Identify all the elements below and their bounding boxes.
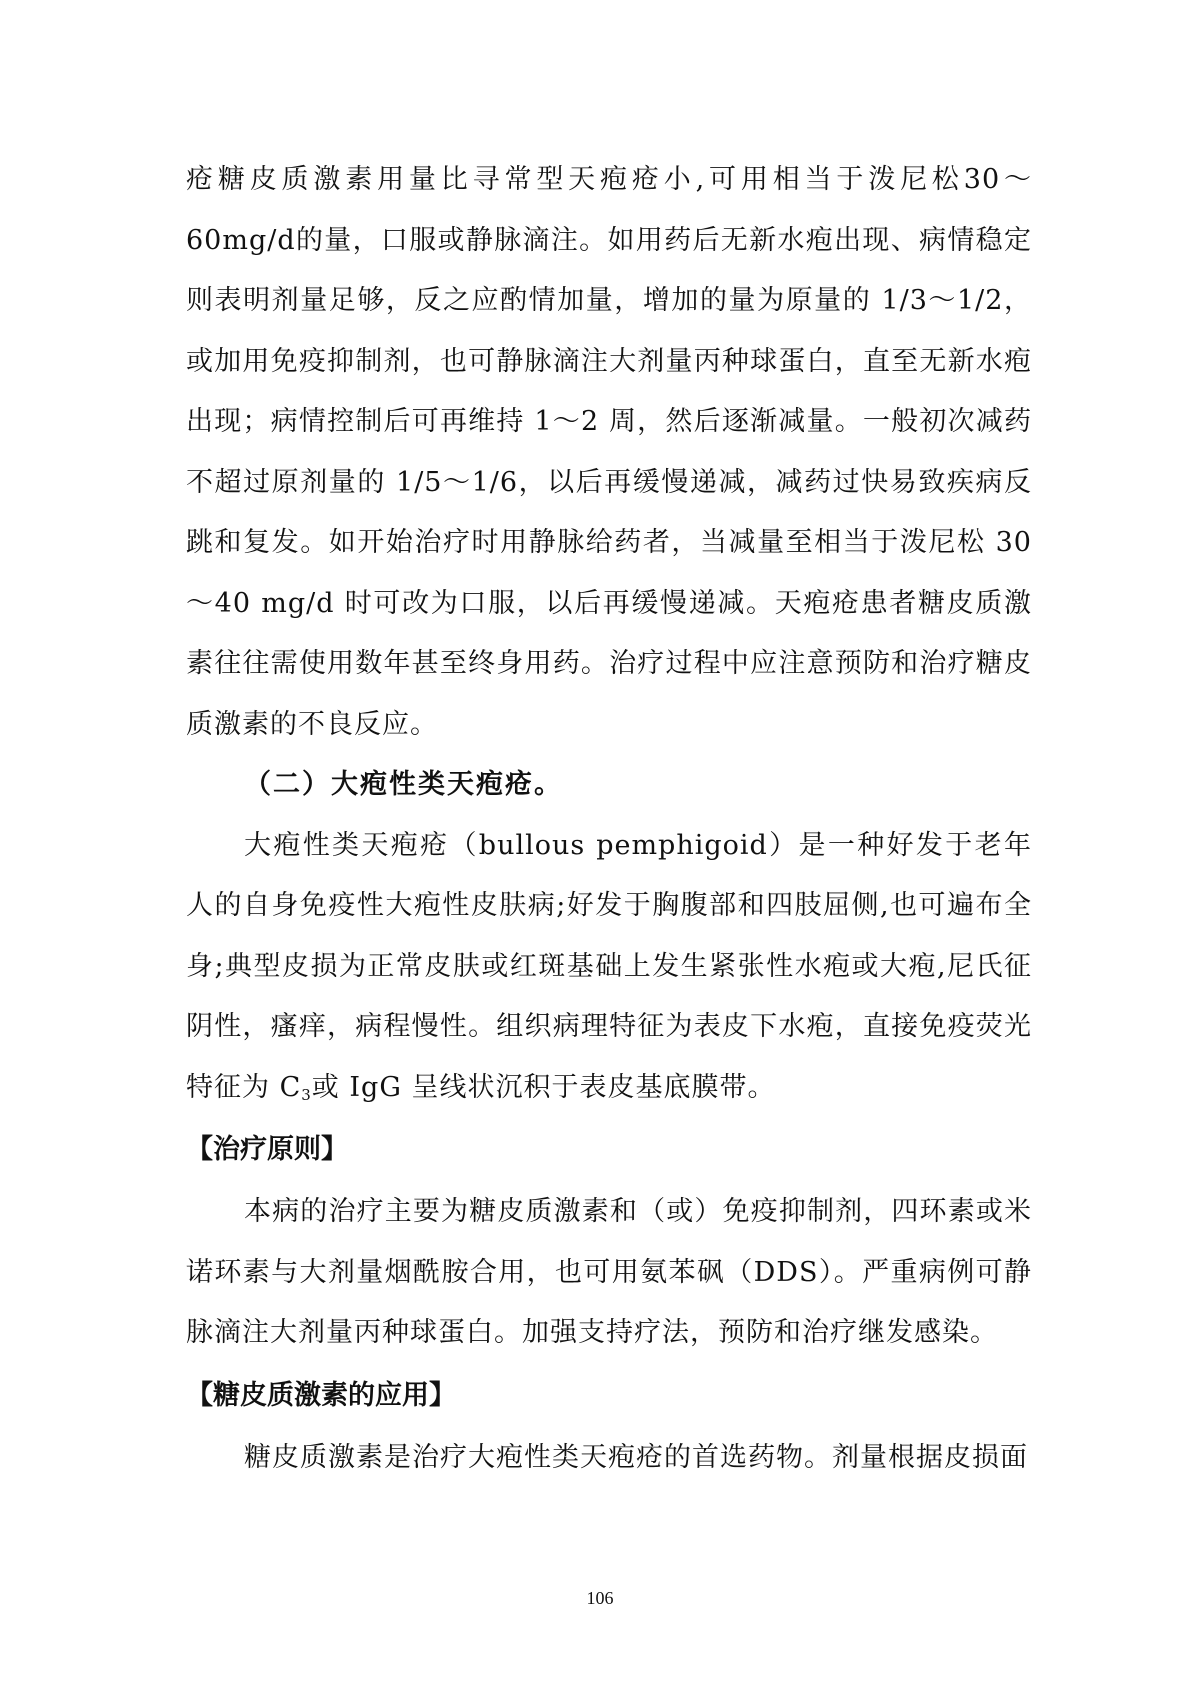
section-subheading: （二）大疱性类天疱疮。	[244, 769, 563, 800]
document-body	[186, 150, 1032, 1488]
paragraph-treatment-principles: 本病的治疗主要为糖皮质激素和（或）免疫抑制剂，四环素或米诺环素与大剂量烟酰胺合用，也可用氨苯砜（DDS）。严重病例可静脉滴注大剂量丙种球蛋白。加强支持疗法，预防和治疗继发感染。	[186, 1196, 1032, 1348]
definition-text: 大疱性类天疱疮（bullous pemphigoid）是一种好发于老年人的自身免疫性大疱性皮肤病;好发于胸腹部和四肢屈侧,也可遍布全身;典型皮损为正常皮肤或红斑基础上发生紧张性水疱或大疱,尼氏征阴性，瘙痒，病程慢性。组织病理特征为表皮下水疱，直接免疫荧光特征为 C	[186, 829, 1032, 1103]
paragraph-bullous-pemphigoid-definition	[186, 816, 1032, 1119]
paragraph-dosage-tapering: 疮糖皮质激素用量比寻常型天疱疮小,可用相当于泼尼松30～60mg/d的量，口服或静脉滴注。如用药后无新水疱出现、病情稳定则表明剂量足够，反之应酌情加量，增加的量为原量的 1/3～1/2，或加用免疫抑制剂，也可静脉滴注大剂量丙种球蛋白，直至无新水疱出现；病情控制后可再维持 1～2 周，然后逐渐减量。一般初次减药不超过原剂量的 1/5～1/6，以后再缓慢递减，减药过快易致疾病反跳和复发。如开始治疗时用静脉给药者，当减量至相当于泼尼松 30～40 mg/d 时可改为口服，以后再缓慢递减。天疱疮患者糖皮质激素往往需使用数年甚至终身用药。治疗过程中应注意预防和治疗糖皮质激素的不良反应。	[186, 164, 1032, 740]
heading-glucocorticoid-use: 【糖皮质激素的应用】	[186, 1379, 456, 1411]
definition-text-end: 或 IgG 呈线状沉积于表皮基底膜带。	[311, 1071, 776, 1103]
page-number: 106	[586, 1588, 614, 1608]
subscript-3: 3	[301, 1085, 312, 1104]
heading-treatment-principles: 【治疗原则】	[186, 1134, 348, 1165]
paragraph-glucocorticoid-use: 糖皮质激素是治疗大疱性类天疱疮的首选药物。剂量根据皮损面	[244, 1441, 1028, 1473]
